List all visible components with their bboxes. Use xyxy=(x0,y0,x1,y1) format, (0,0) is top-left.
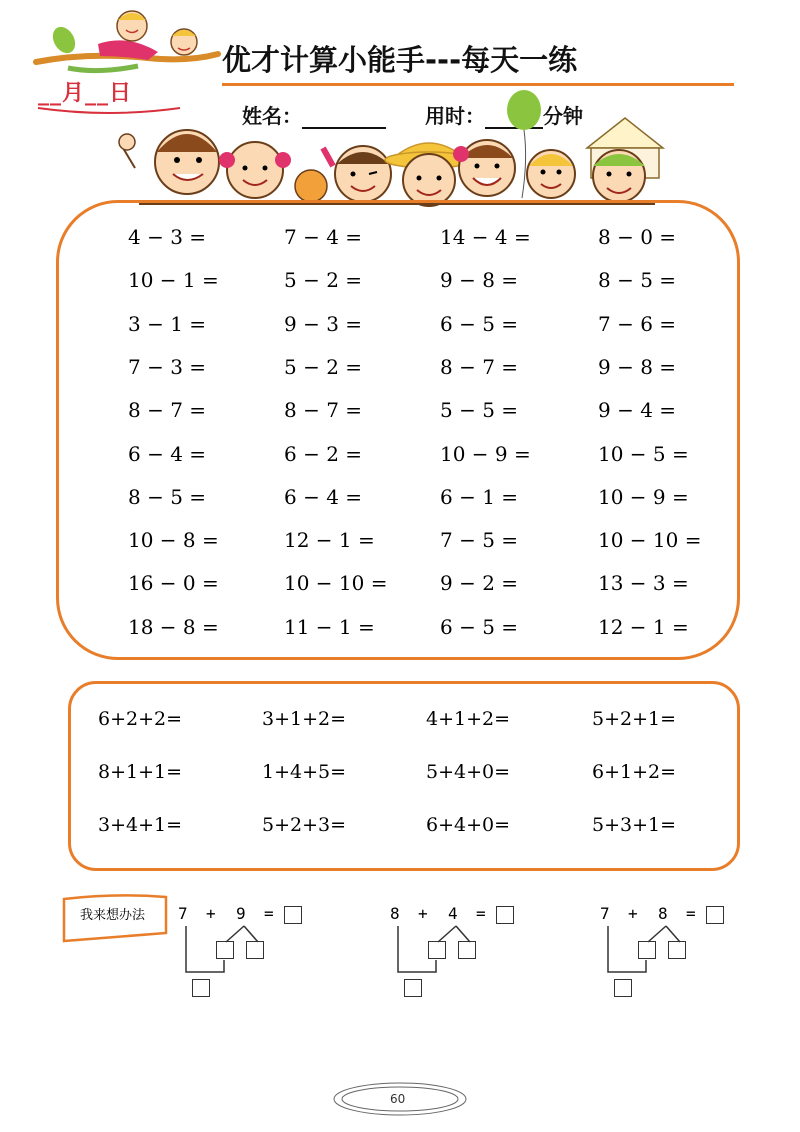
plus-sign: + xyxy=(418,904,428,923)
subtraction-problem: 9 − 8 = xyxy=(440,268,519,293)
subtraction-problem: 10 − 10 = xyxy=(598,528,702,553)
subtraction-problem: 9 − 8 = xyxy=(598,354,677,379)
subtraction-problem: 6 − 4 = xyxy=(284,484,363,509)
addition-problem: 6+2+2= xyxy=(98,708,183,730)
subtraction-problem: 16 − 0 = xyxy=(128,571,219,596)
decomposition-lines xyxy=(390,922,490,982)
subtraction-problem: 9 − 3 = xyxy=(284,311,363,336)
subtraction-problem: 3 − 1 = xyxy=(128,311,207,336)
addend: 8 xyxy=(390,904,400,923)
girl-banner-illustration xyxy=(28,4,228,86)
addition-problem: 3+1+2= xyxy=(262,708,347,730)
addition-problem: 5+3+1= xyxy=(592,814,677,836)
decomposition-lines xyxy=(600,922,700,982)
subtraction-problem: 10 − 5 = xyxy=(598,441,689,466)
addition-problem: 6+1+2= xyxy=(592,761,677,783)
page-number: 60 xyxy=(390,1092,406,1106)
subtraction-problem: 8 − 5 = xyxy=(598,268,677,293)
addition-problem: 6+4+0= xyxy=(426,814,511,836)
subtraction-problem: 8 − 7 = xyxy=(440,354,519,379)
subtraction-problem: 6 − 4 = xyxy=(128,441,207,466)
subtraction-problem: 10 − 9 = xyxy=(440,441,531,466)
subtraction-problem: 8 − 7 = xyxy=(284,398,363,423)
subtraction-problem: 6 − 1 = xyxy=(440,484,519,509)
subtraction-problem: 10 − 1 = xyxy=(128,268,219,293)
subtraction-problem: 10 − 10 = xyxy=(284,571,388,596)
time-unit: 分钟 xyxy=(543,104,583,128)
answer-box[interactable] xyxy=(496,906,514,924)
answer-box[interactable] xyxy=(284,906,302,924)
subtraction-problem: 13 − 3 = xyxy=(598,571,689,596)
addition-problem: 5+2+1= xyxy=(592,708,677,730)
subtraction-problem: 9 − 2 = xyxy=(440,571,519,596)
subtraction-problem: 10 − 8 = xyxy=(128,528,219,553)
subtraction-problem: 18 − 8 = xyxy=(128,614,219,639)
addend: 7 xyxy=(600,904,610,923)
subtraction-problem: 8 − 7 = xyxy=(128,398,207,423)
subtraction-problem: 5 − 2 = xyxy=(284,354,363,379)
subtraction-problem: 12 − 1 = xyxy=(598,614,689,639)
name-label: 姓名： xyxy=(242,104,302,128)
subtraction-problem: 10 − 9 = xyxy=(598,484,689,509)
subtraction-problem: 14 − 4 = xyxy=(440,225,531,249)
subtraction-problem: 4 − 3 = xyxy=(128,225,207,249)
subtraction-problem: 6 − 5 = xyxy=(440,614,519,639)
plus-sign: + xyxy=(206,904,216,923)
subtraction-problem: 11 − 1 = xyxy=(284,614,375,639)
answer-box[interactable] xyxy=(706,906,724,924)
subtraction-problem: 8 − 5 = xyxy=(128,484,207,509)
addition-problem: 8+1+1= xyxy=(98,761,183,783)
addition-problem: 1+4+5= xyxy=(262,761,347,783)
subtraction-problem: 7 − 4 = xyxy=(284,225,363,249)
addition-problem: 5+2+3= xyxy=(262,814,347,836)
addend: 9 xyxy=(236,904,246,923)
page-title: 优才计算小能手---每天一练 xyxy=(222,43,578,77)
decomposition-lines xyxy=(178,922,278,982)
addend: 7 xyxy=(178,904,188,923)
title-divider xyxy=(222,83,734,86)
subtraction-problem: 5 − 2 = xyxy=(284,268,363,293)
date-label: __月__日 xyxy=(38,81,133,106)
addend: 4 xyxy=(448,904,458,923)
subtraction-problem: 7 − 6 = xyxy=(598,311,677,336)
subtraction-problem: 8 − 0 = xyxy=(598,225,677,249)
subtraction-problem: 6 − 5 = xyxy=(440,311,519,336)
subtraction-problem: 12 − 1 = xyxy=(284,528,375,553)
plus-sign: + xyxy=(628,904,638,923)
addition-problem: 3+4+1= xyxy=(98,814,183,836)
equals-sign: = xyxy=(686,904,696,923)
addition-problem: 4+1+2= xyxy=(426,708,511,730)
time-label: 用时： xyxy=(425,104,485,128)
children-illustration xyxy=(115,108,675,214)
addend: 8 xyxy=(658,904,668,923)
subtraction-problem: 7 − 3 = xyxy=(128,354,207,379)
equals-sign: = xyxy=(264,904,274,923)
addition-problem: 5+4+0= xyxy=(426,761,511,783)
subtraction-problem: 9 − 4 = xyxy=(598,398,677,423)
equals-sign: = xyxy=(476,904,486,923)
subtraction-problem: 7 − 5 = xyxy=(440,528,519,553)
subtraction-problem: 5 − 5 = xyxy=(440,398,519,423)
subtraction-problem: 6 − 2 = xyxy=(284,441,363,466)
method-label: 我来想办法 xyxy=(80,908,146,923)
